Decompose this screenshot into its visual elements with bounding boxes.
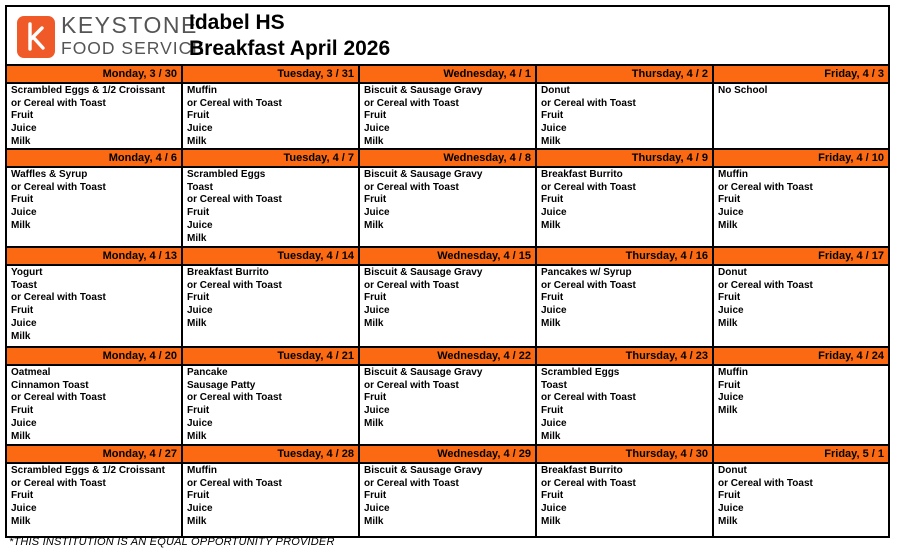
menu-item: Juice [187,417,213,429]
day-header: Monday, 4 / 6 [7,150,183,168]
menu-item: Fruit [364,110,387,122]
menu-item: Milk [187,515,207,527]
menu-item: Juice [11,503,37,515]
day-menu-cell [714,366,888,446]
day-menu-cell [714,266,888,348]
calendar-grid [7,66,888,536]
menu-item: Juice [187,503,213,515]
day-menu-cell [183,84,360,150]
menu-item: Milk [187,232,207,244]
menu-item: Muffin [718,169,748,180]
menu-item: Fruit [718,379,741,391]
menu-item: Toast [11,279,37,291]
logo-line-1: KEYSTONE [61,12,198,38]
day-menu-cell [7,464,183,536]
day-header: Tuesday, 4 / 14 [183,248,360,266]
menu-item: No School [718,85,768,96]
menu-item: Fruit [541,405,564,417]
menu-item: Juice [718,503,744,515]
day-header: Friday, 4 / 3 [714,66,888,84]
menu-item: Muffin [187,465,217,476]
menu-item: Milk [11,330,31,342]
menu-item: or Cereal with Toast [187,477,282,489]
menu-item: Fruit [187,405,210,417]
menu-item: or Cereal with Toast [541,279,636,291]
menu-item: Milk [364,135,384,147]
menu-item: Toast [187,181,213,193]
week-header-row [7,446,888,464]
menu-item: Scrambled Eggs & 1/2 Croissant [11,85,165,96]
menu-item: Milk [11,135,31,147]
day-menu-cell [183,464,360,536]
menu-item: Juice [541,123,567,135]
menu-item: Donut [718,267,747,278]
menu-item: Juice [364,207,390,219]
equal-opportunity-note: *THIS INSTITUTION IS AN EQUAL OPPORTUNITY PROVIDER [9,536,335,548]
day-header: Thursday, 4 / 30 [537,446,714,464]
menu-item: Juice [11,123,37,135]
menu-item: or Cereal with Toast [718,279,813,291]
menu-item: or Cereal with Toast [541,477,636,489]
menu-item: Juice [541,417,567,429]
menu-item: Milk [364,515,384,527]
day-menu-cell [7,168,183,248]
day-header: Monday, 4 / 27 [7,446,183,464]
menu-item: Biscuit & Sausage Gravy [364,85,483,96]
menu-item: Milk [541,515,561,527]
day-header: Friday, 4 / 10 [714,150,888,168]
week-menu-row [7,266,888,348]
menu-item: Scrambled Eggs [541,367,620,378]
menu-item: Juice [364,405,390,417]
day-header: Tuesday, 4 / 7 [183,150,360,168]
menu-item: Milk [187,430,207,442]
menu-item: Muffin [187,85,217,96]
menu-item: Milk [541,135,561,147]
day-menu-cell [360,366,537,446]
day-header: Friday, 4 / 24 [714,348,888,366]
menu-item: Sausage Patty [187,379,256,391]
menu-item: Fruit [541,490,564,502]
menu-item: Cinnamon Toast [11,379,89,391]
menu-item: Juice [187,123,213,135]
menu-item: Scrambled Eggs & 1/2 Croissant [11,465,165,476]
menu-item: Milk [11,515,31,527]
menu-item: Milk [364,219,384,231]
day-header: Friday, 4 / 17 [714,248,888,266]
menu-item: Pancake [187,367,228,378]
menu-item: Waffles & Syrup [11,169,88,180]
day-header: Wednesday, 4 / 22 [360,348,537,366]
menu-item: or Cereal with Toast [541,392,636,404]
day-header: Thursday, 4 / 9 [537,150,714,168]
menu-item: Biscuit & Sausage Gravy [364,169,483,180]
week-menu-row [7,84,888,150]
menu-item: or Cereal with Toast [11,292,106,304]
menu-item: Milk [718,515,738,527]
menu-item: Juice [364,305,390,317]
logo-line-2: FOOD SERVICE [61,38,205,58]
menu-calendar [5,5,890,538]
menu-item: Juice [718,207,744,219]
menu-item: Fruit [541,194,564,206]
menu-item: Juice [364,503,390,515]
menu-item: Breakfast Burrito [187,267,269,278]
day-header: Thursday, 4 / 2 [537,66,714,84]
day-header: Wednesday, 4 / 15 [360,248,537,266]
menu-item: Donut [718,465,747,476]
menu-item: Milk [718,405,738,417]
menu-item: or Cereal with Toast [187,279,282,291]
day-header: Monday, 3 / 30 [7,66,183,84]
menu-item: or Cereal with Toast [718,477,813,489]
logo-text [61,13,205,59]
menu-item: Milk [11,430,31,442]
menu-item: Fruit [718,194,741,206]
day-header: Wednesday, 4 / 1 [360,66,537,84]
menu-item: Juice [11,417,37,429]
menu-item: Fruit [364,392,387,404]
menu-item: Fruit [11,405,34,417]
day-header: Wednesday, 4 / 29 [360,446,537,464]
menu-item: or Cereal with Toast [364,97,459,109]
menu-item: Fruit [718,490,741,502]
day-header: Wednesday, 4 / 8 [360,150,537,168]
day-menu-cell [360,84,537,150]
menu-item: Toast [541,379,567,391]
menu-item: Milk [541,219,561,231]
menu-item: Biscuit & Sausage Gravy [364,367,483,378]
menu-item: or Cereal with Toast [364,181,459,193]
menu-item: Fruit [187,292,210,304]
menu-item: Fruit [11,194,34,206]
day-menu-cell [7,84,183,150]
menu-item: Juice [187,219,213,231]
menu-item: Milk [364,417,384,429]
menu-item: Muffin [718,367,748,378]
menu-title: Breakfast April 2026 [189,37,391,60]
day-menu-cell [537,464,714,536]
menu-item: Fruit [11,110,34,122]
day-menu-cell [7,366,183,446]
week-header-row [7,348,888,366]
menu-item: Juice [541,305,567,317]
menu-item: or Cereal with Toast [187,97,282,109]
day-menu-cell [714,464,888,536]
menu-item: Fruit [364,490,387,502]
day-menu-cell [537,84,714,150]
menu-item: or Cereal with Toast [187,194,282,206]
menu-item: Fruit [541,292,564,304]
menu-item: Milk [718,317,738,329]
menu-item: Fruit [11,305,34,317]
week-menu-row [7,464,888,536]
day-header: Friday, 5 / 1 [714,446,888,464]
week-header-row [7,66,888,84]
menu-item: Milk [541,430,561,442]
day-menu-cell [183,266,360,348]
day-header: Monday, 4 / 13 [7,248,183,266]
menu-item: Milk [364,317,384,329]
day-menu-cell [714,84,888,150]
menu-item: Juice [11,207,37,219]
menu-item: Fruit [718,292,741,304]
menu-item: Milk [187,135,207,147]
menu-item: Juice [541,207,567,219]
menu-item: Milk [541,317,561,329]
menu-item: Breakfast Burrito [541,465,623,476]
menu-item: Juice [364,123,390,135]
day-menu-cell [537,266,714,348]
menu-item: or Cereal with Toast [364,279,459,291]
menu-item: Juice [11,317,37,329]
menu-item: Pancakes w/ Syrup [541,267,632,278]
menu-item: Juice [718,305,744,317]
week-header-row [7,248,888,266]
menu-item: Scrambled Eggs [187,169,266,180]
day-menu-cell [360,168,537,248]
menu-item: Fruit [187,490,210,502]
menu-item: Fruit [187,207,210,219]
menu-header [7,7,888,66]
day-menu-cell [714,168,888,248]
menu-item: or Cereal with Toast [11,477,106,489]
menu-item: Milk [718,219,738,231]
day-header: Thursday, 4 / 16 [537,248,714,266]
day-menu-cell [360,266,537,348]
day-header: Tuesday, 3 / 31 [183,66,360,84]
menu-item: or Cereal with Toast [364,477,459,489]
keystone-logo-icon [17,16,55,58]
menu-item: Fruit [187,110,210,122]
day-header: Monday, 4 / 20 [7,348,183,366]
menu-item: or Cereal with Toast [11,97,106,109]
menu-item: Fruit [541,110,564,122]
school-name: Idabel HS [189,11,285,34]
menu-item: Yogurt [11,267,43,278]
day-menu-cell [183,168,360,248]
day-menu-cell [360,464,537,536]
menu-item: or Cereal with Toast [11,181,106,193]
day-menu-cell [183,366,360,446]
menu-item: or Cereal with Toast [541,181,636,193]
menu-item: or Cereal with Toast [187,392,282,404]
menu-item: or Cereal with Toast [11,392,106,404]
menu-item: Milk [187,317,207,329]
day-header: Tuesday, 4 / 21 [183,348,360,366]
menu-item: Milk [11,219,31,231]
menu-item: Biscuit & Sausage Gravy [364,267,483,278]
menu-item: Oatmeal [11,367,51,378]
menu-item: Fruit [11,490,34,502]
menu-item: Juice [541,503,567,515]
day-menu-cell [537,366,714,446]
menu-item: or Cereal with Toast [541,97,636,109]
menu-item: Biscuit & Sausage Gravy [364,465,483,476]
menu-item: Juice [718,392,744,404]
menu-item: Juice [187,305,213,317]
menu-item: or Cereal with Toast [718,181,813,193]
menu-item: Fruit [364,292,387,304]
menu-item: Fruit [364,194,387,206]
menu-item: Breakfast Burrito [541,169,623,180]
day-menu-cell [7,266,183,348]
day-header: Thursday, 4 / 23 [537,348,714,366]
week-header-row [7,150,888,168]
week-menu-row [7,366,888,446]
menu-item: or Cereal with Toast [364,379,459,391]
menu-item: Donut [541,85,570,96]
day-header: Tuesday, 4 / 28 [183,446,360,464]
week-menu-row [7,168,888,248]
day-menu-cell [537,168,714,248]
